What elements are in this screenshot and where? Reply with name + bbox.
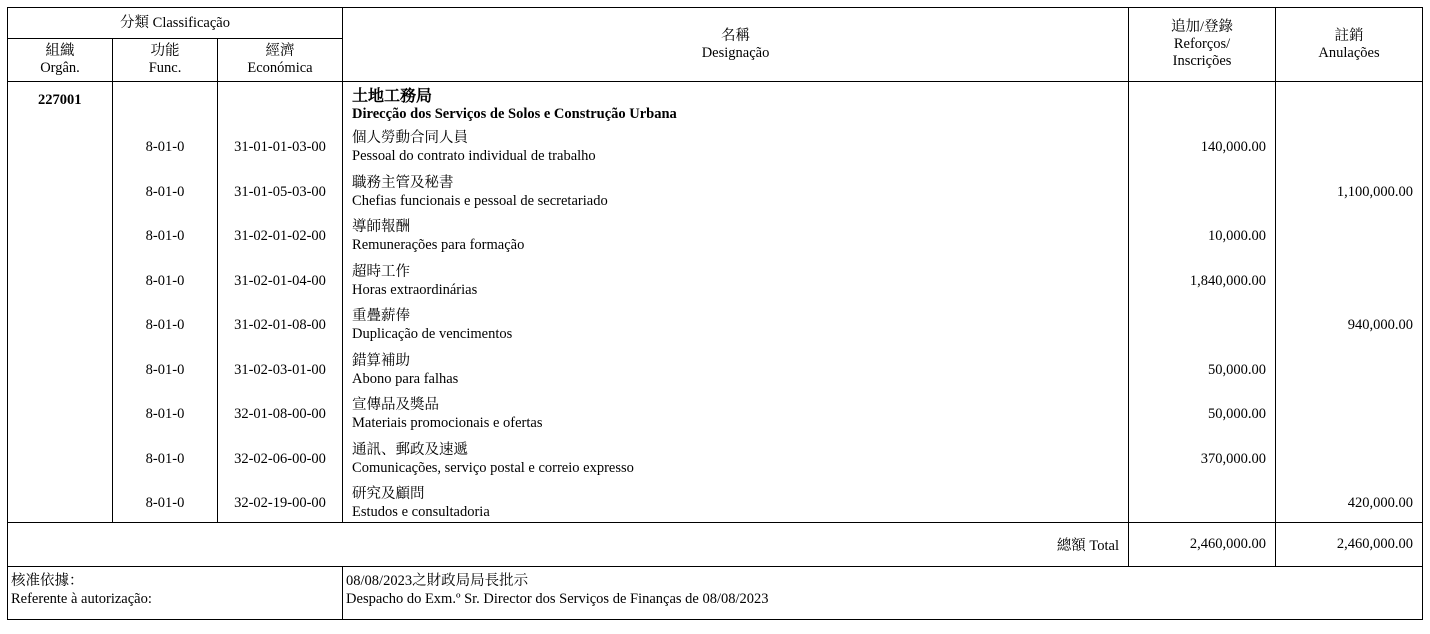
reforcos-column bbox=[1129, 82, 1276, 523]
econ-code: 31-02-03-01-00 bbox=[234, 361, 326, 378]
entity-name-cn: 土地工務局 bbox=[352, 88, 433, 105]
authorization-label: 核准依據： Referente à autorização: bbox=[8, 567, 343, 620]
func-code: 8-01-0 bbox=[145, 183, 185, 200]
func-code: 8-01-0 bbox=[145, 361, 185, 378]
item-name-cn: 宣傳品及獎品 bbox=[352, 397, 440, 413]
func-code: 8-01-0 bbox=[145, 495, 185, 511]
econ-header: 經濟 Económica bbox=[218, 39, 343, 82]
organ-header: 組織 Orgân. bbox=[8, 39, 113, 82]
item-name-pt: Chefias funcionais e pessoal de secretariado bbox=[352, 192, 608, 209]
func-code: 8-01-0 bbox=[145, 139, 185, 155]
reforco-amount: 1,840,000.00 bbox=[1189, 272, 1267, 289]
item-name-pt: Estudos e consultadoria bbox=[352, 504, 490, 520]
entity-code: 227001 bbox=[38, 92, 82, 108]
anulacao-amount: 1,100,000.00 bbox=[1336, 183, 1414, 200]
classification-header: 分類 Classificação bbox=[8, 8, 343, 39]
authorization-text: 08/08/2023之財政局局長批示 Despacho do Exm.º Sr. Director dos Serviços de Finanças de 08/08/2023 bbox=[343, 567, 1423, 620]
econ-code: 32-02-06-00-00 bbox=[234, 450, 326, 467]
budget-table bbox=[7, 7, 1423, 620]
func-code: 8-01-0 bbox=[145, 228, 185, 244]
reforcos-header: 追加/登錄 Reforços/ Inscrições bbox=[1129, 8, 1276, 82]
func-column bbox=[113, 82, 218, 523]
item-name-pt: Horas extraordinárias bbox=[352, 281, 478, 298]
econ-column bbox=[218, 82, 343, 523]
total-reforcos: 2,460,000.00 bbox=[1129, 523, 1276, 567]
func-code: 8-01-0 bbox=[145, 272, 185, 289]
reforco-amount: 370,000.00 bbox=[1200, 450, 1267, 467]
func-header: 功能 Func. bbox=[113, 39, 218, 82]
designation-header: 名稱 Designação bbox=[343, 8, 1129, 82]
econ-code: 31-01-01-03-00 bbox=[234, 139, 326, 155]
item-name-cn: 超時工作 bbox=[352, 263, 411, 280]
item-name-pt: Comunicações, serviço postal e correio expresso bbox=[352, 459, 634, 476]
item-name-cn: 導師報酬 bbox=[352, 219, 411, 235]
item-name-cn: 錯算補助 bbox=[352, 352, 411, 369]
organ-column bbox=[8, 82, 113, 523]
total-anulacoes: 2,460,000.00 bbox=[1276, 523, 1423, 567]
item-name-cn: 研究及顧問 bbox=[352, 486, 425, 502]
item-name-pt: Remunerações para formação bbox=[352, 237, 525, 253]
item-name-cn: 重疊薪俸 bbox=[352, 308, 411, 324]
anulacoes-column bbox=[1276, 82, 1423, 523]
econ-code: 32-02-19-00-00 bbox=[234, 495, 326, 511]
econ-code: 31-02-01-02-00 bbox=[234, 228, 326, 244]
func-code: 8-01-0 bbox=[145, 317, 185, 333]
econ-code: 32-01-08-00-00 bbox=[234, 406, 326, 422]
item-name-cn: 通訊、郵政及速遞 bbox=[352, 441, 469, 458]
reforco-amount: 140,000.00 bbox=[1200, 139, 1267, 155]
reforco-amount: 50,000.00 bbox=[1208, 406, 1267, 422]
func-code: 8-01-0 bbox=[145, 406, 185, 422]
item-name-pt: Duplicação de vencimentos bbox=[352, 326, 513, 342]
item-name-cn: 個人勞動合同人員 bbox=[352, 130, 469, 146]
anulacao-amount: 940,000.00 bbox=[1347, 317, 1414, 333]
func-code: 8-01-0 bbox=[145, 450, 185, 467]
item-name-pt: Pessoal do contrato individual de trabalho bbox=[352, 148, 596, 164]
anulacao-amount: 420,000.00 bbox=[1347, 495, 1414, 511]
designation-column bbox=[343, 82, 1129, 523]
item-name-pt: Abono para falhas bbox=[352, 370, 459, 387]
total-label: 總額 Total bbox=[8, 523, 1129, 567]
econ-code: 31-01-05-03-00 bbox=[234, 183, 326, 200]
reforco-amount: 10,000.00 bbox=[1208, 228, 1267, 244]
anulacoes-header: 註銷 Anulações bbox=[1276, 8, 1423, 82]
reforco-amount: 50,000.00 bbox=[1208, 361, 1267, 378]
item-name-pt: Materiais promocionais e ofertas bbox=[352, 415, 543, 431]
entity-name-pt: Direcção dos Serviços de Solos e Construção Urbana bbox=[352, 106, 677, 122]
econ-code: 31-02-01-04-00 bbox=[234, 272, 326, 289]
econ-code: 31-02-01-08-00 bbox=[234, 317, 326, 333]
item-name-cn: 職務主管及秘書 bbox=[352, 174, 454, 191]
